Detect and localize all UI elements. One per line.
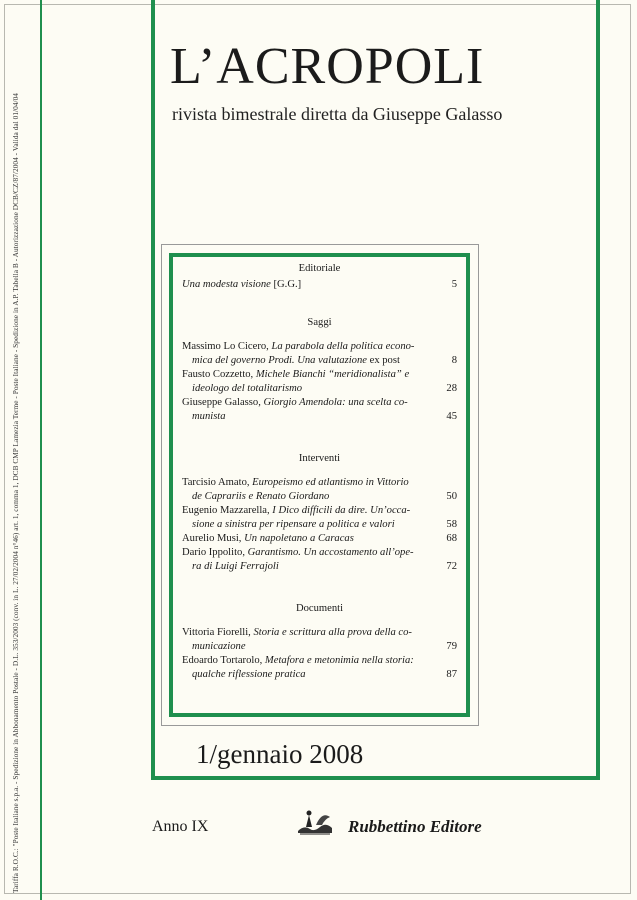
toc-entry xyxy=(182,476,457,504)
article-author: Aurelio Musi, xyxy=(182,533,245,544)
article-title-continued: ideologo del totalitarismo xyxy=(192,383,303,394)
section-heading: Editoriale xyxy=(298,263,341,274)
toc-section-saggi xyxy=(182,316,457,424)
page-number: 72 xyxy=(446,561,457,572)
article-title-continued: munista xyxy=(192,411,226,422)
section-heading: Saggi xyxy=(307,317,332,328)
toc-entry xyxy=(182,278,457,292)
article-author: Fausto Cozzetto, xyxy=(182,369,256,380)
page-number: 45 xyxy=(446,411,457,422)
article-note: [G.G.] xyxy=(270,279,302,290)
article-title-continued: de Caprariis e Renato Giordano xyxy=(192,491,330,502)
article-author: Massimo Lo Cicero, xyxy=(182,341,272,352)
journal-subtitle: rivista bimestrale diretta da Giuseppe Galasso xyxy=(172,104,503,124)
article-title-roman: ex post xyxy=(366,355,400,366)
toc-entry xyxy=(182,532,457,546)
article-title: Garantismo. Un accostamento all’ope- xyxy=(247,547,414,558)
article-title-continued: mica del governo Prodi. Una valutazione xyxy=(192,355,367,366)
page-number: 58 xyxy=(446,519,457,530)
article-title: Michele Bianchi “meridionalista” e xyxy=(255,369,410,380)
page-number: 5 xyxy=(451,279,457,290)
toc-entry xyxy=(182,504,457,532)
section-heading: Documenti xyxy=(295,603,344,614)
article-author: Edoardo Tortarolo, xyxy=(182,655,265,666)
article-title: I Dico difficili da dire. Un’occa- xyxy=(272,505,411,516)
article-title: Una modesta visione xyxy=(182,279,271,290)
article-author: Eugenio Mazzarella, xyxy=(182,505,273,516)
journal-title: L’ACROPOLI xyxy=(170,38,485,95)
toc-entry xyxy=(182,396,457,424)
article-title-continued: sione a sinistra per ripensare a politica e valori xyxy=(192,519,395,530)
volume-year: Anno IX xyxy=(152,818,209,835)
article-title: Europeismo ed atlantismo in Vittorio xyxy=(252,477,409,488)
article-author: Giuseppe Galasso, xyxy=(182,397,264,408)
page-number: 87 xyxy=(446,669,457,680)
article-title: La parabola della politica econo- xyxy=(271,341,415,352)
article-title: Storia e scrittura alla prova della co- xyxy=(253,627,412,638)
toc-entry xyxy=(182,368,457,396)
article-title: Un napoletano a Caracas xyxy=(244,533,354,544)
page-number: 28 xyxy=(446,383,457,394)
article-author: Vittoria Fiorelli, xyxy=(182,627,254,638)
toc-section-documenti xyxy=(182,602,457,682)
page-number: 8 xyxy=(451,355,457,366)
table-of-contents xyxy=(182,262,457,682)
article-title: Giorgio Amendola: una scelta co- xyxy=(263,397,408,408)
article-author: Tarcisio Amato, xyxy=(182,477,253,488)
left-green-rule xyxy=(40,0,42,900)
toc-section-editoriale xyxy=(182,262,457,292)
page-number: 68 xyxy=(446,533,457,544)
toc-entry xyxy=(182,340,457,368)
issue-date: 1/gennaio 2008 xyxy=(196,739,364,769)
article-title-continued: ra di Luigi Ferrajoli xyxy=(192,561,279,572)
article-author: Dario Ippolito, xyxy=(182,547,248,558)
postal-notice-vertical: Tariffa R.O.C.: "Poste Italiane s.p.a. - Spedizione in Abbonamento Postale - D.L. 353/2003 (conv. in L. 27/02/2004 n°46) art. 1, comma 1, DCB CMP Lamezia Terme - Poste Italiane - Spedizione in A.P. Tabella B - Autorizzazione DCB/CZ/87/2004 - Valida dal 01/04/04 xyxy=(11,92,20,893)
article-title-continued: municazione xyxy=(192,641,246,652)
toc-entry xyxy=(182,654,457,682)
publisher-name: Rubbettino Editore xyxy=(348,817,482,836)
page-number: 79 xyxy=(446,641,457,652)
section-heading: Interventi xyxy=(298,453,341,464)
article-title: Metafora e metonimia nella storia: xyxy=(264,655,414,666)
rubbettino-logo-icon xyxy=(292,805,338,837)
article-title-continued: qualche riflessione pratica xyxy=(192,669,306,680)
toc-entry xyxy=(182,546,457,574)
page-number: 50 xyxy=(446,491,457,502)
toc-entry xyxy=(182,626,457,654)
toc-section-interventi xyxy=(182,452,457,574)
